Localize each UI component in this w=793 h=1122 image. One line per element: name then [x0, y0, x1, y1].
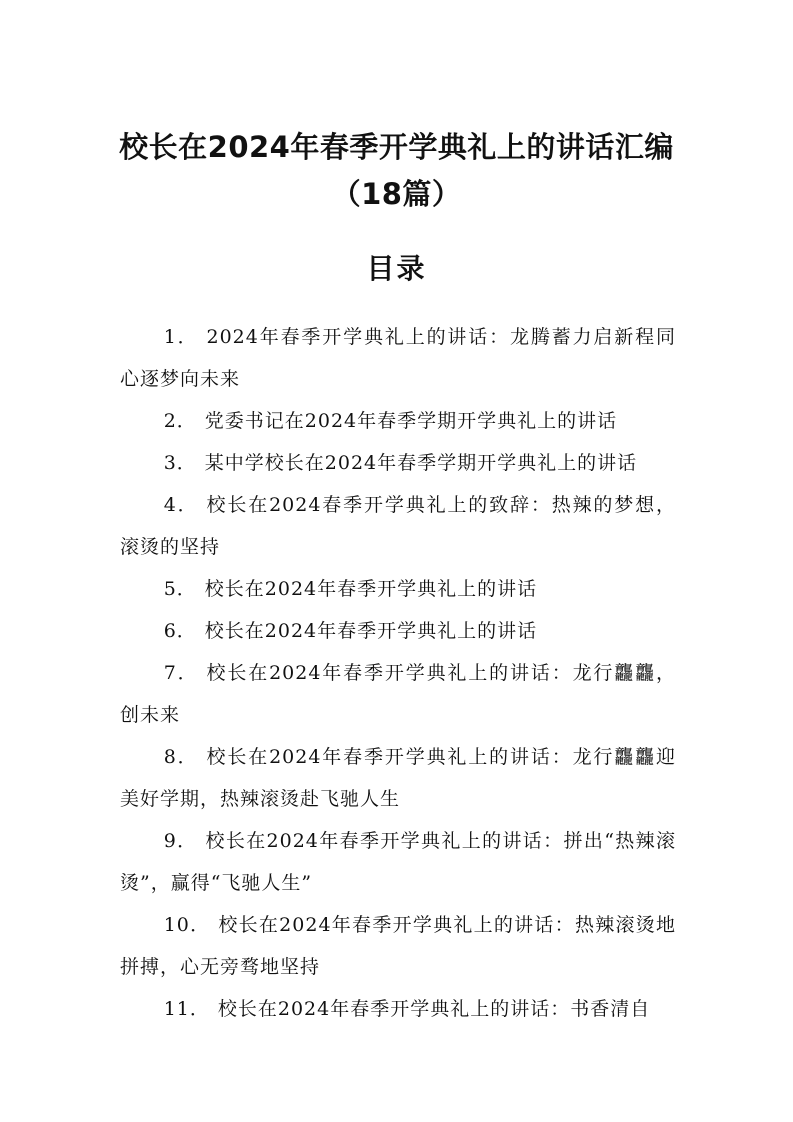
toc-item-text: 校长在2024年春季开学典礼上的讲话：热辣滚烫地拼搏，心无旁骛地坚持: [120, 914, 676, 978]
toc-item-text: 校长在2024年春季开学典礼上的讲话：龙行龘龘迎美好学期，热辣滚烫赴飞驰人生: [120, 746, 676, 810]
document-title-line2: （18篇）: [331, 177, 462, 211]
toc-item-text: 校长在2024春季开学典礼上的致辞：热辣的梦想，滚烫的坚持: [120, 494, 676, 558]
toc-item-number: 5．: [163, 578, 197, 600]
toc-item-text: 校长在2024年春季开学典礼上的讲话：拼出“热辣滚烫”，赢得“飞驰人生”: [120, 830, 676, 894]
toc-item-number: 8．: [163, 746, 199, 768]
toc-item-6: [120, 610, 676, 652]
toc-item-number: 9．: [163, 830, 198, 852]
toc-item-4: [120, 484, 676, 568]
toc-item-text: 校长在2024年春季开学典礼上的讲话: [204, 578, 538, 600]
toc-item-number: 10．: [163, 914, 211, 936]
toc-item-1: [120, 316, 676, 400]
toc-item-number: 4．: [163, 494, 199, 516]
toc-item-9: [120, 820, 676, 904]
document-title-line1: 校长在2024年春季开学典礼上的讲话汇编: [119, 130, 674, 164]
toc-item-number: 1．: [163, 326, 199, 348]
toc-item-number: 6．: [163, 620, 197, 642]
toc-item-text: 校长在2024年春季开学典礼上的讲话：书香清自: [217, 998, 651, 1020]
table-of-contents: [120, 316, 676, 1030]
toc-item-11: [120, 988, 676, 1030]
toc-item-2: [120, 400, 676, 442]
toc-item-number: 3．: [163, 452, 197, 474]
toc-item-text: 校长在2024年春季开学典礼上的讲话：龙行龘龘，创未来: [120, 662, 676, 726]
toc-item-3: [120, 442, 676, 484]
toc-item-text: 某中学校长在2024年春季学期开学典礼上的讲话: [204, 452, 638, 474]
toc-item-8: [120, 736, 676, 820]
toc-item-text: 党委书记在2024年春季学期开学典礼上的讲话: [204, 410, 618, 432]
toc-item-text: 校长在2024年春季开学典礼上的讲话: [204, 620, 538, 642]
toc-item-number: 2．: [163, 410, 197, 432]
toc-item-7: [120, 652, 676, 736]
toc-item-number: 11．: [163, 998, 210, 1020]
toc-item-10: [120, 904, 676, 988]
toc-item-text: 2024年春季开学典礼上的讲话：龙腾蓄力启新程同心逐梦向未来: [120, 326, 676, 390]
toc-item-5: [120, 568, 676, 610]
toc-heading: 目录: [366, 252, 427, 285]
toc-item-number: 7．: [163, 662, 199, 684]
